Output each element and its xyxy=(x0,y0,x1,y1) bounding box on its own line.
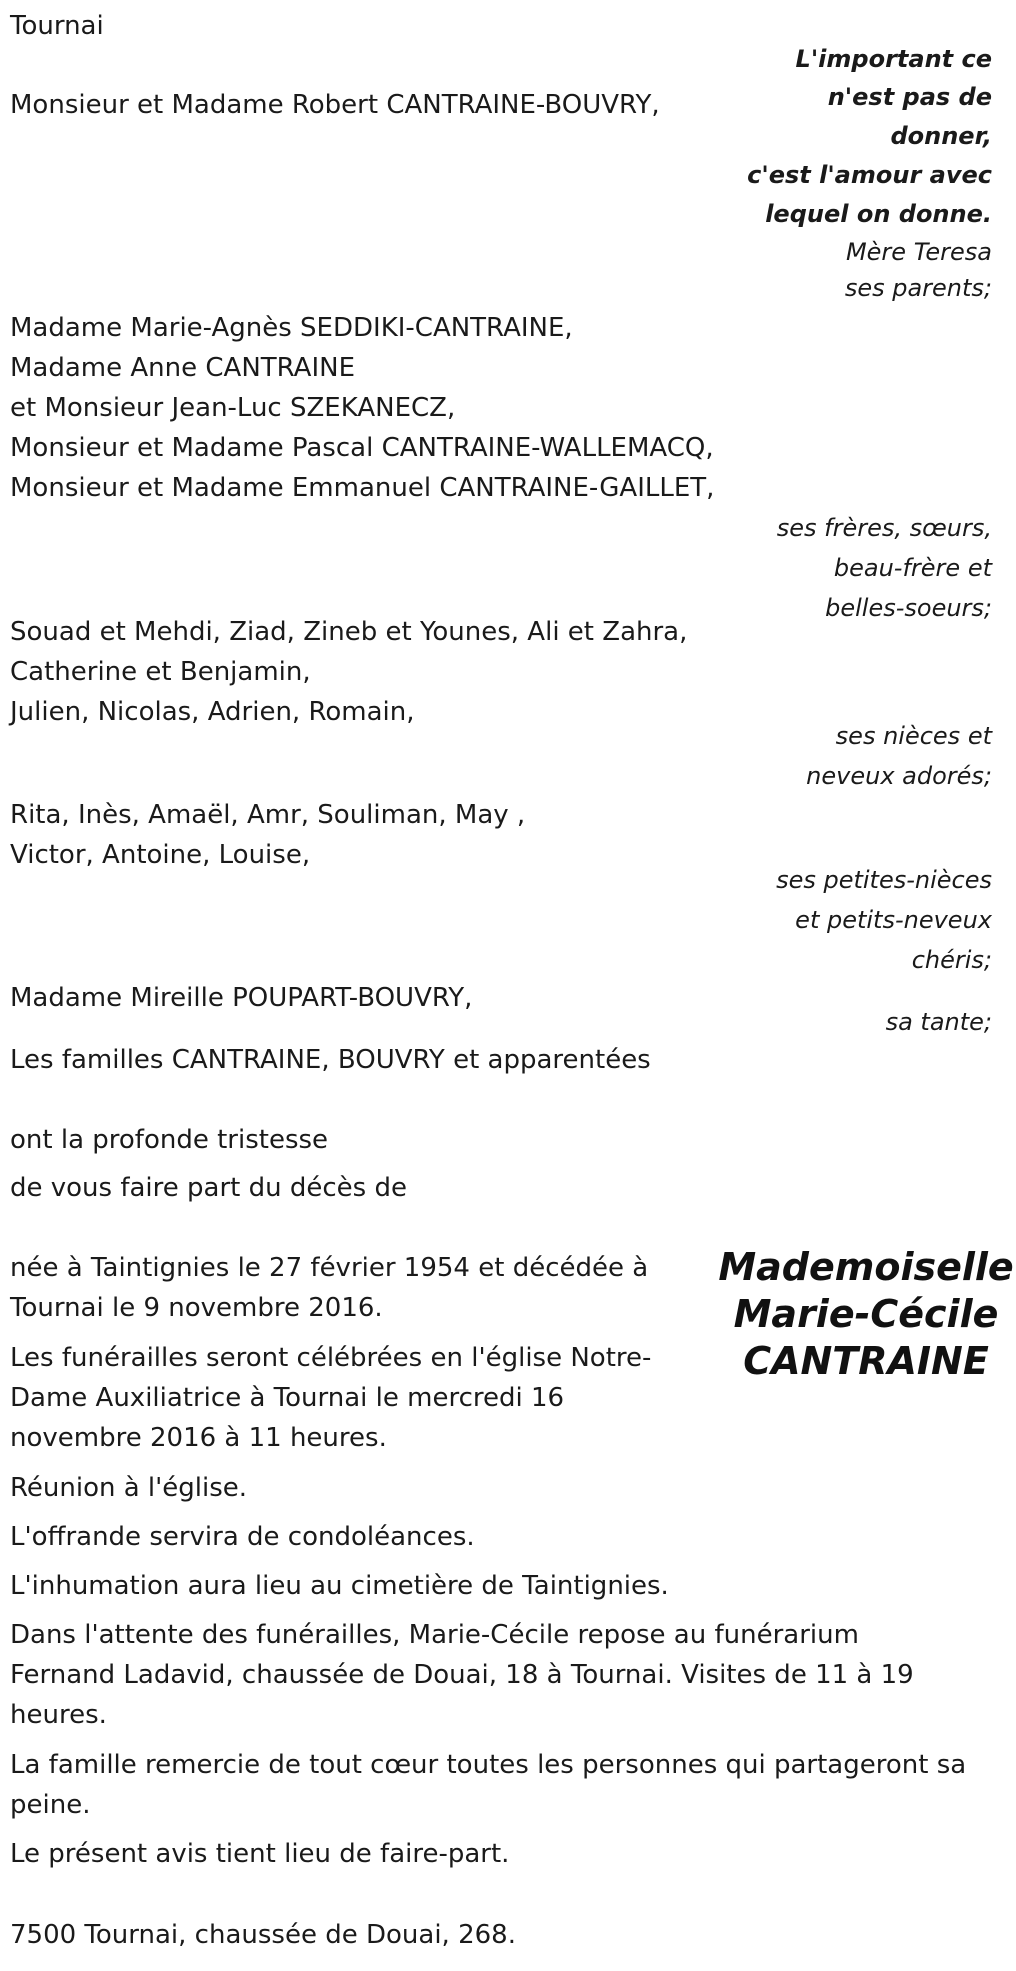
burial-line: L'inhumation aura lieu au cimetière de Taintignies. xyxy=(10,1571,669,1601)
siblings-relation: belles-soeurs; xyxy=(825,594,992,622)
quote-line: lequel on donne. xyxy=(765,200,992,228)
siblings-relation: ses frères, sœurs, xyxy=(776,514,992,542)
sibling-name: Madame Anne CANTRAINE xyxy=(10,353,356,383)
announce-line-2: de vous faire part du décès de xyxy=(10,1173,407,1203)
quote-line: L'important ce xyxy=(795,45,992,73)
nieces-relation: neveux adorés; xyxy=(806,762,992,790)
announce-line-1: ont la profonde tristesse xyxy=(10,1125,329,1155)
families-line: Les familles CANTRAINE, BOUVRY et apparentées xyxy=(10,1045,651,1075)
parents-name: Monsieur et Madame Robert CANTRAINE-BOUVRY, xyxy=(10,90,660,120)
deceased-name xyxy=(716,1244,1016,1385)
grandniece-names: Victor, Antoine, Louise, xyxy=(10,840,311,870)
grandniece-names: Rita, Inès, Amaël, Amr, Souliman, May , xyxy=(10,800,526,830)
aunt-name: Madame Mireille POUPART-BOUVRY, xyxy=(10,983,473,1013)
thanks-paragraph: La famille remercie de tout cœur toutes les personnes qui partageront sa peine. xyxy=(10,1750,967,1820)
deceased-first-name: Marie-Cécile xyxy=(733,1292,999,1336)
deceased-last-name: CANTRAINE xyxy=(743,1339,989,1383)
quote-line: n'est pas de xyxy=(827,83,992,111)
city-heading: Tournai xyxy=(10,11,104,41)
notice-line: Le présent avis tient lieu de faire-part. xyxy=(10,1839,510,1869)
grandnieces-relation: ses petites-nièces xyxy=(776,866,992,894)
grandnieces-relation: chéris; xyxy=(911,946,992,974)
nieces-relation: ses nièces et xyxy=(835,722,992,750)
sibling-name: Monsieur et Madame Emmanuel CANTRAINE-GAILLET, xyxy=(10,473,715,503)
niece-names: Julien, Nicolas, Adrien, Romain, xyxy=(10,697,415,727)
address-line: 7500 Tournai, chaussée de Douai, 268. xyxy=(10,1920,516,1950)
quote-line: c'est l'amour avec xyxy=(747,161,992,189)
funeral-paragraph: Les funérailles seront célébrées en l'église Notre-Dame Auxiliatrice à Tournai le mercredi 16 novembre 2016 à 11 heures. xyxy=(10,1343,652,1453)
parents-relation: ses parents; xyxy=(844,274,992,302)
niece-names: Catherine et Benjamin, xyxy=(10,657,311,687)
deceased-title: Mademoiselle xyxy=(718,1245,1014,1289)
aunt-relation: sa tante; xyxy=(885,1008,992,1036)
quote-author: Mère Teresa xyxy=(845,238,992,266)
sibling-name: Madame Marie-Agnès SEDDIKI-CANTRAINE, xyxy=(10,313,573,343)
rest-paragraph: Dans l'attente des funérailles, Marie-Cécile repose au funérarium Fernand Ladavid, chaussée de Douai, 18 à Tournai. Visites de 11 à 19 heures. xyxy=(10,1620,914,1730)
sibling-name: et Monsieur Jean-Luc SZEKANECZ, xyxy=(10,393,456,423)
meeting-line: Réunion à l'église. xyxy=(10,1473,248,1503)
grandnieces-relation: et petits-neveux xyxy=(795,906,992,934)
birth-paragraph: née à Taintignies le 27 février 1954 et décédée à Tournai le 9 novembre 2016. xyxy=(10,1253,649,1323)
quote-line: donner, xyxy=(890,122,992,150)
siblings-relation: beau-frère et xyxy=(833,554,992,582)
sibling-name: Monsieur et Madame Pascal CANTRAINE-WALLEMACQ, xyxy=(10,433,714,463)
niece-names: Souad et Mehdi, Ziad, Zineb et Younes, Ali et Zahra, xyxy=(10,617,688,647)
offering-line: L'offrande servira de condoléances. xyxy=(10,1522,475,1552)
